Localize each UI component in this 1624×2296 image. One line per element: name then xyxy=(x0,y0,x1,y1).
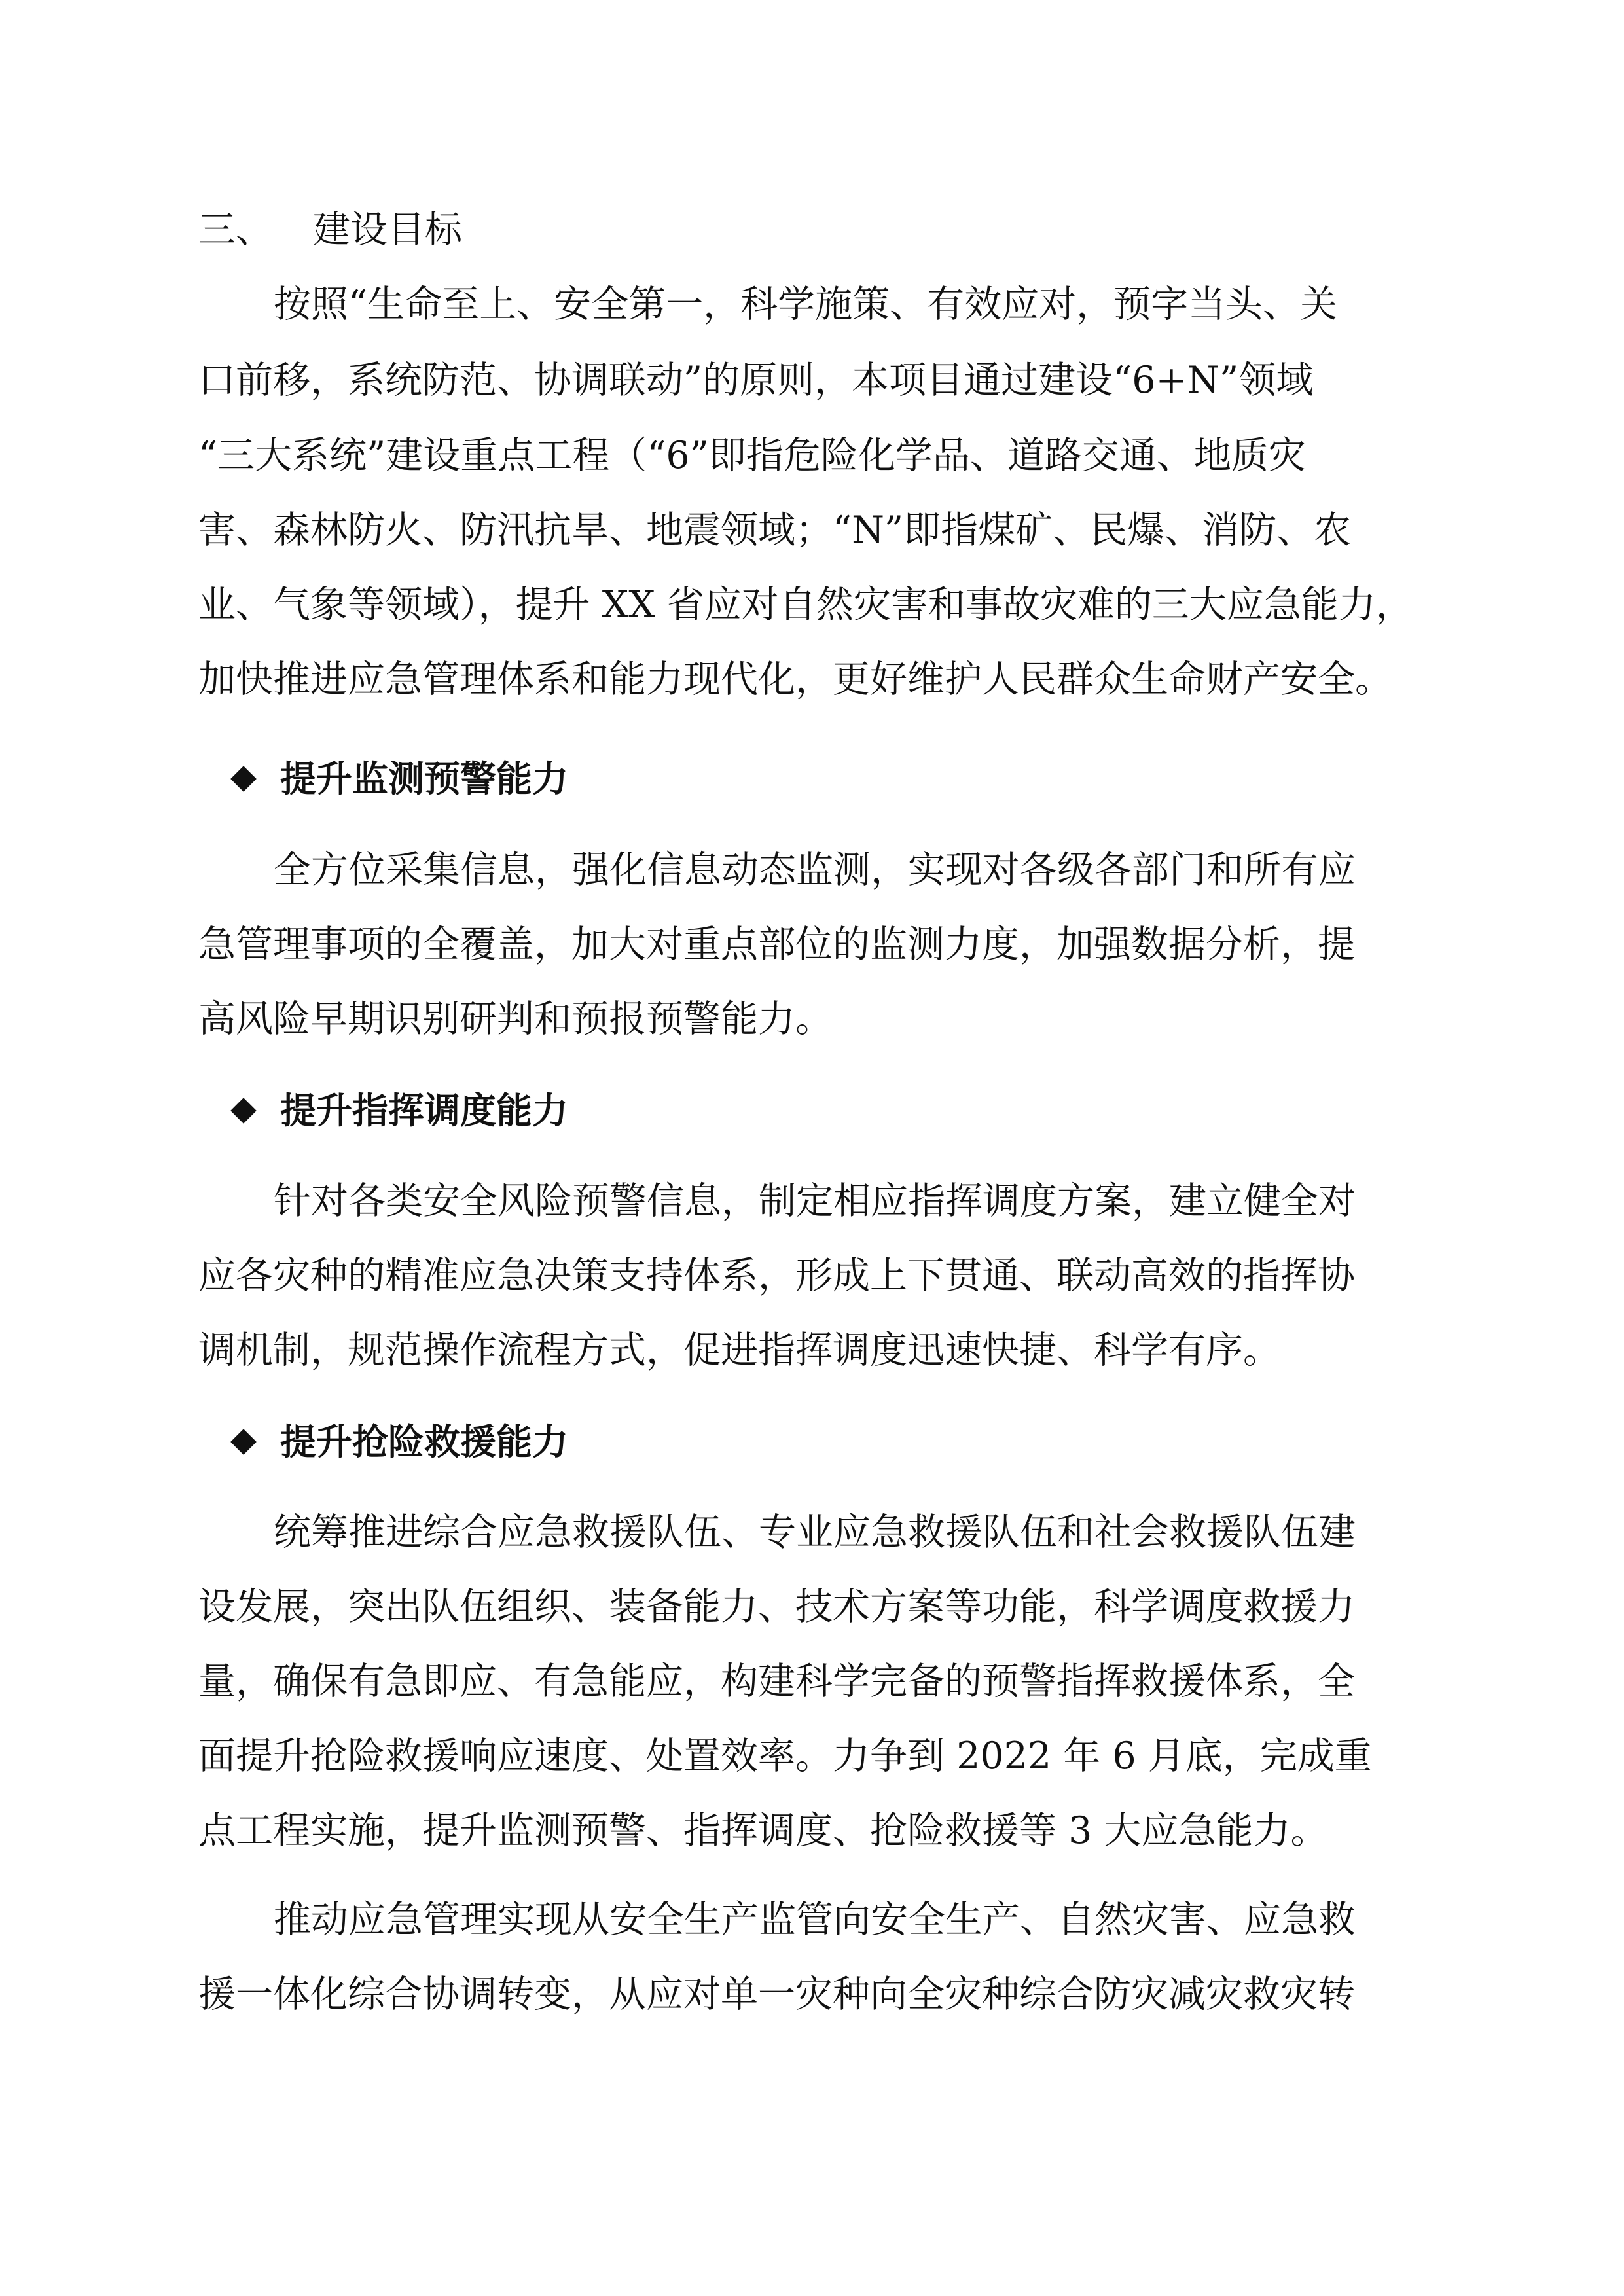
paragraph-line: 点工程实施，提升监测预警、指挥调度、抢险救援等 3 大应急能力。 xyxy=(198,1809,1328,1852)
paragraph-line: 高风险早期识别研判和预报预警能力。 xyxy=(198,997,833,1041)
diamond-bullet-icon xyxy=(230,766,257,792)
paragraph-line: 统筹推进综合应急救援队伍、专业应急救援队伍和社会救援队伍建 xyxy=(274,1511,1356,1554)
closing-line: 援一体化综合协调转变，从应对单一灾种向全灾种综合防灾减灾救灾转 xyxy=(198,1973,1355,2016)
subsection-heading-command xyxy=(234,1085,568,1137)
paragraph-line: 设发展，突出队伍组织、装备能力、技术方案等功能，科学调度救援力 xyxy=(198,1585,1355,1628)
paragraph-line: 急管理事项的全覆盖，加大对重点部位的监测力度，加强数据分析，提 xyxy=(198,923,1355,966)
paragraph-line: 全方位采集信息，强化信息动态监测，实现对各级各部门和所有应 xyxy=(274,848,1356,891)
paragraph-line: 面提升抢险救援响应速度、处置效率。力争到 2022 年 6 月底，完成重 xyxy=(198,1734,1372,1778)
diamond-bullet-icon xyxy=(230,1429,257,1455)
closing-line: 推动应急管理实现从安全生产监管向安全生产、自然灾害、应急救 xyxy=(274,1898,1356,1941)
intro-line: 口前移，系统防范、协调联动”的原则，本项目通过建设“6+N”领域 xyxy=(198,359,1314,402)
section-number: 三、 xyxy=(198,208,273,251)
intro-line: 按照“生命至上、安全第一，科学施策、有效应对，预字当头、关 xyxy=(274,283,1338,326)
subsection-title: 提升抢险救援能力 xyxy=(280,1421,569,1463)
paragraph-line: 调机制，规范操作流程方式，促进指挥调度迅速快捷、科学有序。 xyxy=(198,1329,1280,1372)
paragraph-line: 量，确保有急即应、有急能应，构建科学完备的预警指挥救援体系，全 xyxy=(198,1660,1355,1703)
intro-line: “三大系统”建设重点工程（“6”即指危险化学品、道路交通、地质灾 xyxy=(198,434,1306,477)
subsection-title: 提升监测预警能力 xyxy=(280,758,569,800)
paragraph-line: 应各灾种的精准应急决策支持体系，形成上下贯通、联动高效的指挥协 xyxy=(198,1254,1355,1297)
paragraph-line: 针对各类安全风险预警信息，制定相应指挥调度方案，建立健全对 xyxy=(274,1179,1356,1223)
subsection-heading-monitoring xyxy=(234,753,568,805)
section-title: 建设目标 xyxy=(313,208,462,251)
intro-line: 加快推进应急管理体系和能力现代化，更好维护人民群众生命财产安全。 xyxy=(198,658,1392,701)
subsection-title: 提升指挥调度能力 xyxy=(280,1090,569,1132)
intro-line: 业、气象等领域），提升 XX 省应对自然灾害和事故灾难的三大应急能力， xyxy=(198,583,1413,626)
subsection-heading-rescue xyxy=(234,1416,568,1468)
intro-line: 害、森林防火、防汛抗旱、地震领域；“N”即指煤矿、民爆、消防、农 xyxy=(198,509,1352,552)
diamond-bullet-icon xyxy=(230,1098,257,1124)
